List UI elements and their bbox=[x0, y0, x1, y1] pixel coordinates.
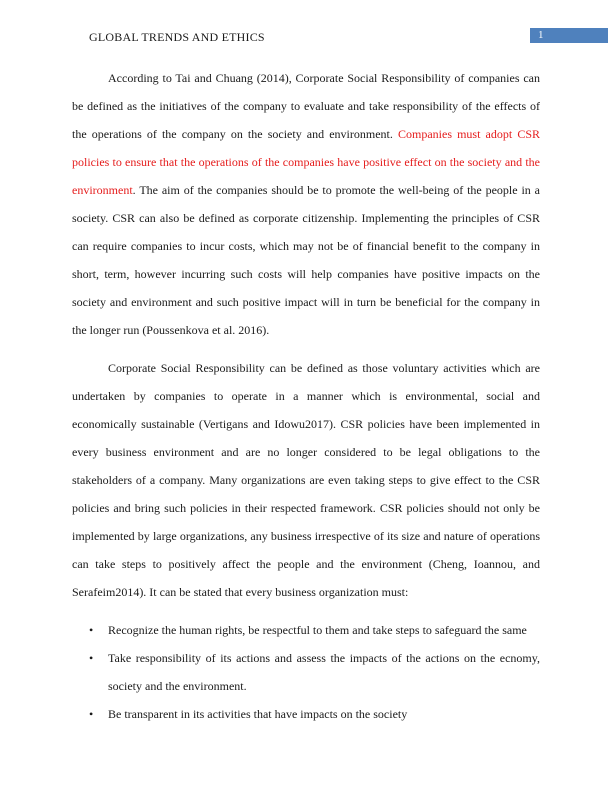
bullet-text: Be transparent in its activities that have impacts on the society bbox=[108, 707, 408, 721]
paragraph-1-intro: According to Tai and Chuang (2014), Corporate Social Responsibility of companies can be defined as the initiatives of the company to evaluate and take responsibility of the effects of the operations of the company on the society and environment. bbox=[72, 71, 540, 141]
bullet-list bbox=[72, 616, 540, 728]
paragraph-2: Corporate Social Responsibility can be defined as those voluntary activities which are undertaken by companies to operate in a manner which is environmental, social and economically sustainable (Vertigans and Idowu2017). CSR policies have been implemented in every business environment and are no longer considered to be legal obligations to the stakeholders of a company. Many organizations are even taking steps to give effect to the CSR policies and bring such policies in their respected framework. CSR policies should not only be implemented by large organizations, any business irrespective of its size and nature of operations can take steps to positively affect the people and the environment (Cheng, Ioannou, and Serafeim2014). It can be stated that every business organization must: bbox=[72, 361, 540, 599]
paragraph-1-highlight: Companies must adopt CSR policies to ensure that the operations of the companies have positive effect on the society and the environment bbox=[72, 127, 540, 197]
paragraph-1-rest: . The aim of the companies should be to promote the well-being of the people in a society. CSR can also be defined as corporate citizenship. Implementing the principles of CSR can require companies to incur costs, which may not be of financial benefit to the company in short, term, however incurring such costs will help companies have positive impacts on the society and environment and such positive impact will in turn be beneficial for the company in the longer run (Poussenkova et al. 2016). bbox=[72, 183, 540, 337]
bullet-icon: • bbox=[89, 651, 94, 665]
bullet-item bbox=[72, 616, 540, 644]
document-body bbox=[72, 64, 540, 728]
bullet-text: Take responsibility of its actions and assess the impacts of the actions on the ecnomy, society and the environment. bbox=[108, 651, 540, 693]
bullet-item bbox=[72, 644, 540, 700]
page-number: 1 bbox=[530, 28, 608, 43]
bullet-icon: • bbox=[89, 707, 94, 721]
bullet-icon: • bbox=[89, 623, 94, 637]
bullet-item bbox=[72, 700, 540, 728]
bullet-text: Recognize the human rights, be respectful to them and take steps to safeguard the same bbox=[108, 623, 527, 637]
page-header-title: GLOBAL TRENDS AND ETHICS bbox=[89, 30, 265, 44]
paragraph-1 bbox=[72, 64, 540, 344]
